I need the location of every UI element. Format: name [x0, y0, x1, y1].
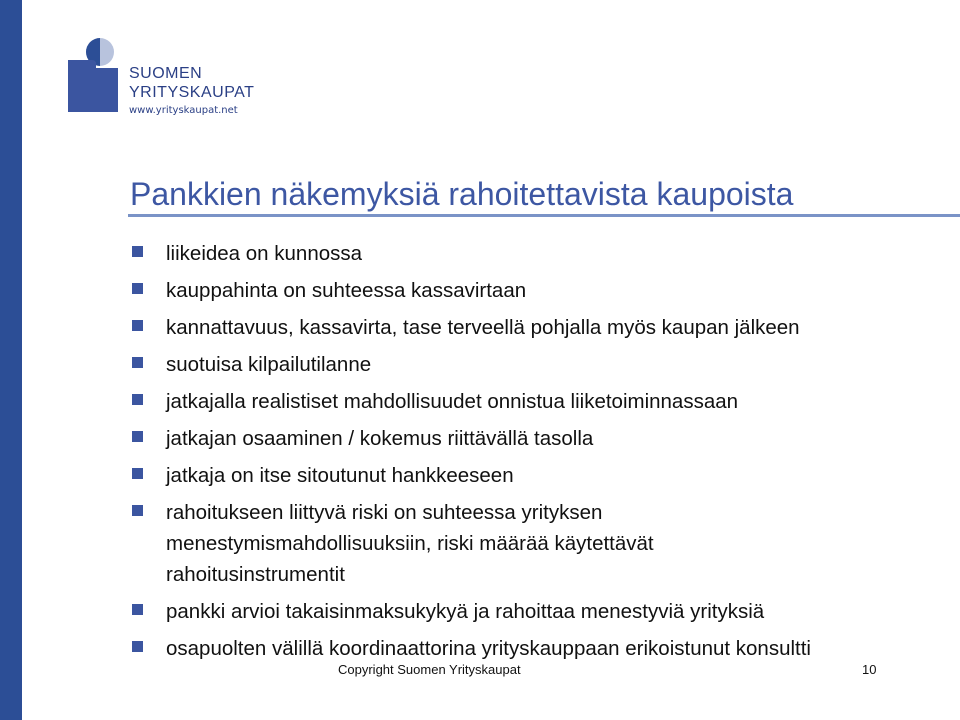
bullet-text: liikeidea on kunnossa — [166, 242, 363, 265]
bullet-text: kannattavuus, kassavirta, tase terveellä pohjalla myös kaupan jälkeen — [166, 316, 800, 339]
bullet-text: rahoitusinstrumentit — [166, 563, 345, 586]
logo-mark-icon — [66, 34, 122, 114]
title-divider — [128, 214, 960, 217]
bullet-text: jatkajalla realistiset mahdollisuudet onnistua liiketoiminnassaan — [166, 390, 739, 413]
bullet-square-icon — [132, 468, 143, 479]
bullet-square-icon — [132, 246, 143, 257]
bullet-square-icon — [132, 283, 143, 294]
bullet-text: pankki arvioi takaisinmaksukykyä ja rahoittaa menestyviä yrityksiä — [166, 600, 765, 623]
page-number: 10 — [862, 662, 877, 677]
bullet-square-icon — [132, 641, 143, 652]
bullet-square-icon — [132, 604, 143, 615]
bullet-text: osapuolten välillä koordinaattorina yrityskauppaan erikoistunut konsultti — [166, 637, 811, 660]
bullet-square-icon — [132, 357, 143, 368]
bullet-square-icon — [132, 505, 143, 516]
slide-title: Pankkien näkemyksiä rahoitettavista kaupoista — [130, 176, 794, 212]
bullet-square-icon — [132, 394, 143, 405]
bullet-text: jatkajan osaaminen / kokemus riittävällä tasolla — [166, 427, 594, 450]
company-logo — [66, 34, 266, 126]
bullet-text: menestymismahdollisuuksiin, riski määrää käytettävät — [166, 532, 654, 555]
left-accent-bar — [0, 0, 22, 720]
bullet-square-icon — [132, 320, 143, 331]
logo-wordmark-line2: YRITYSKAUPAT — [129, 84, 255, 101]
bullet-square-icon — [132, 431, 143, 442]
bullet-text: rahoitukseen liittyvä riski on suhteessa yrityksen — [166, 501, 603, 524]
footer-copyright: Copyright Suomen Yrityskaupat — [338, 662, 521, 677]
bullet-text: suotuisa kilpailutilanne — [166, 353, 372, 376]
bullet-text: kauppahinta on suhteessa kassavirtaan — [166, 279, 527, 302]
logo-url: www.yrityskaupat.net — [129, 105, 238, 116]
logo-wordmark-line1: SUOMEN — [129, 65, 203, 82]
bullet-text: jatkaja on itse sitoutunut hankkeeseen — [166, 464, 514, 487]
